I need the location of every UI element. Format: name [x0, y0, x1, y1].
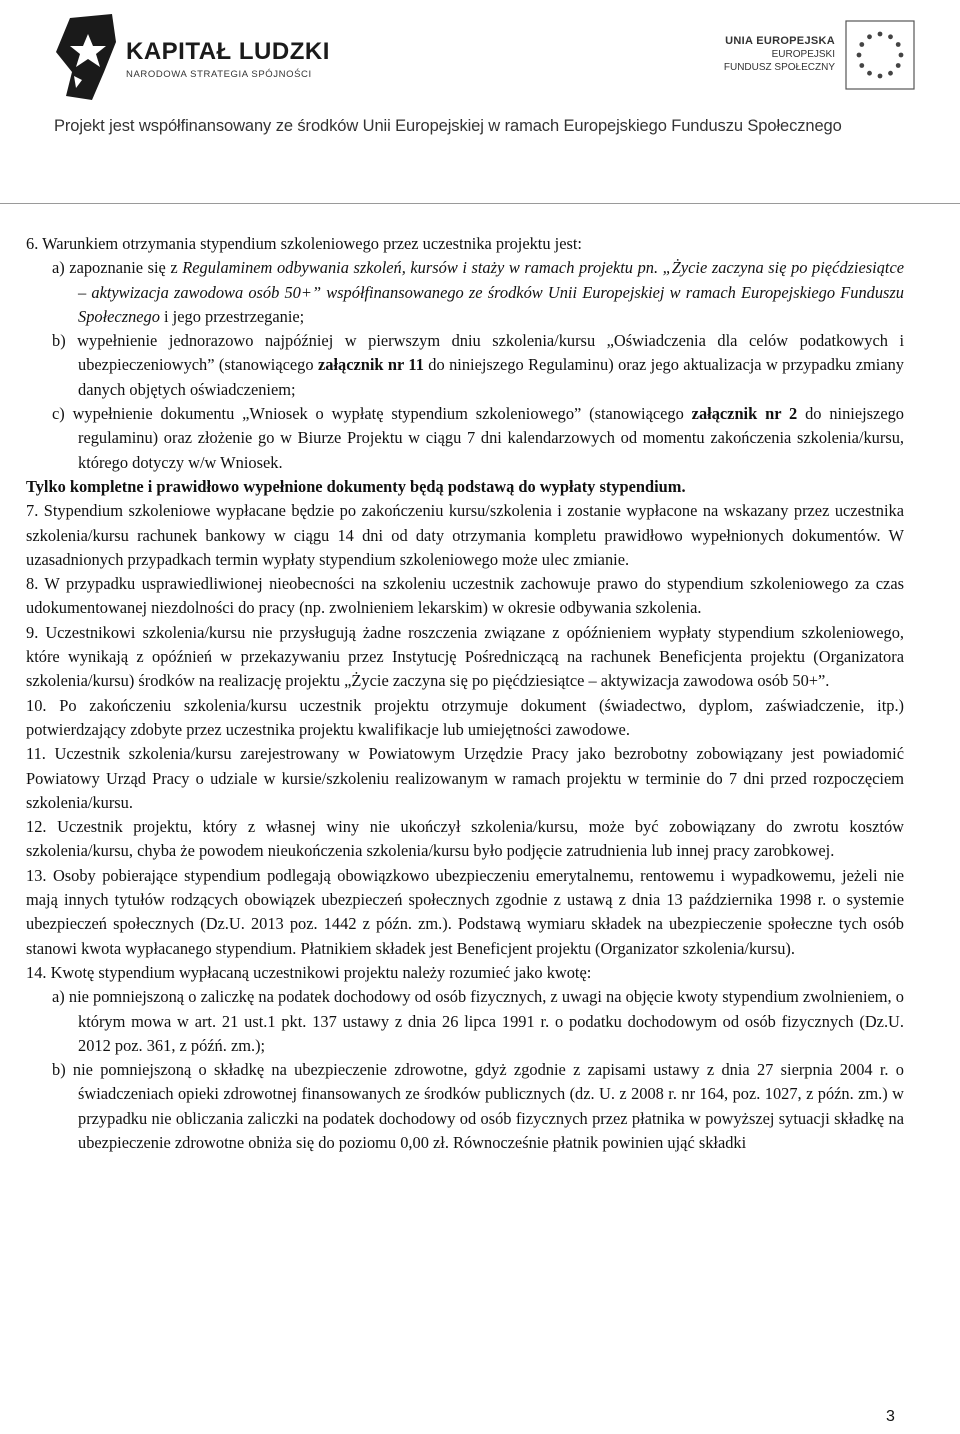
- item-c-suffix: do niniejszego regulaminu) oraz złożenie go w Biurze Projektu w ciągu 7 dni kalendarzowych od momentu zakończenia szkolenia/kursu, którego dotyczy w/w Wniosek.: [78, 404, 904, 472]
- section-7: 7. Stypendium szkoleniowe wypłacane będzie po zakończeniu kursu/szkolenia i zostanie wypłacone na wskazany przez uczestnika szkolenia/kursu rachunek bankowy w ciągu 14 dni od daty otrzymania kompletu prawidłowo wypełnionych dokumentów. W uzasadnionych przypadkach termin wypłaty stypendium szkoleniowego może ulec zmianie.: [26, 501, 904, 569]
- kapital-ludzki-logo: [52, 12, 330, 102]
- attachment-11-ref: załącznik nr 11: [317, 355, 424, 375]
- funding-tagline: Projekt jest współfinansowany ze środków Unii Europejskiej w ramach Europejskiego Funduszu Społecznego: [54, 117, 842, 135]
- section-14-item-a: a) nie pomniejszoną o zaliczkę na podatek dochodowy od osób fizycznych, z uwagi na objęcie kwoty stypendium zwolnieniem, o którym mowa w art. 21 ust.1 pkt. 137 ustawy z dnia 26 lipca 1991 r. o podatku dochodowym od osób fizycznych (Dz.U. 2012 poz. 361, z późń. zm.);: [52, 987, 904, 1055]
- item-a-suffix: i jego przestrzeganie;: [159, 306, 305, 326]
- eu-line-2: EUROPEJSKI: [771, 49, 835, 60]
- section-6-item-c: [52, 402, 904, 475]
- item-c-prefix: c) wypełnienie dokumentu „Wniosek o wypłatę stypendium szkoleniowego” (stanowiącego: [52, 404, 692, 424]
- section-10: 10. Po zakończeniu szkolenia/kursu uczestnik projektu otrzymuje dokument (świadectwo, dyplom, zaświadczenie, itp.) potwierdzający zdobyte przez uczestnika projektu kwalifikacje lub umiejętności zawodowe.: [26, 695, 904, 739]
- section-12: 12. Uczestnik projektu, który z własnej winy nie ukończył szkolenia/kursu, może być zobowiązany do zwrotu kosztów szkolenia/kursu, chyba że powodem nieukończenia szkolenia/kursu było podjęcie zatrudnienia lub innej pracy zarobkowej.: [26, 817, 904, 861]
- header-divider: [0, 203, 960, 204]
- section-14-item-b: b) nie pomniejszoną o składkę na ubezpieczenie zdrowotne, gdyż zgodnie z zapisami ustawy z dnia 27 sierpnia 2004 r. o świadczeniach opieki zdrowotnej finansowanych ze środków publicznych (dz. U. z 2008 r. nr 164, poz. 1027, z późn. zm.) w przypadku nie obliczania zaliczki na podatek dochodowy od osób fizycznych przez płatnika w powyższej sytuacji składkę na ubezpieczenie zdrowotne obniża się do poziomu 0,00 zł. Równocześnie płatnik powinien ująć składki: [52, 1060, 904, 1152]
- item-b-suffix: do niniejszego Regulaminu) oraz jego aktualizacja w przypadku zmiany danych objętych oświadczeniem;: [78, 355, 904, 399]
- section-6-intro: 6. Warunkiem otrzymania stypendium szkoleniowego przez uczestnika projektu jest:: [26, 234, 582, 253]
- section-11: 11. Uczestnik szkolenia/kursu zarejestrowany w Powiatowym Urzędzie Pracy jako bezrobotny zobowiązany jest powiadomić Powiatowy Urząd Pracy o udziale w kursie/szkoleniu realizowanym w ramach projektu w terminie do 7 dni przed rozpoczęciem szkolenia/kursu.: [26, 744, 904, 812]
- regulamin-title: Regulaminem odbywania szkoleń, kursów i staży w ramach projektu pn. „Życie zaczyna się po pięćdziesiątce – aktywizacja zawodowa osób 50+” współfinansowanego ze środków Unii Europejskiej w ramach Europejskiego Funduszu Społecznego: [78, 258, 904, 326]
- page-header: [0, 0, 960, 160]
- attachment-2-ref: załącznik nr 2: [691, 404, 798, 424]
- logo-title: KAPITAŁ LUDZKI: [126, 38, 330, 65]
- section-13: 13. Osoby pobierające stypendium podlegają obowiązkowo ubezpieczeniu emerytalnemu, rentowemu i wypadkowemu, jeżeli nie mają innych tytułów rodzących obowiązek ubezpieczeń społecznych zgodnie z ustawą z dnia 13 października 1998 r. o systemie ubezpieczeń społecznych (Dz.U. 2013 poz. 1442 z późn. zm.). Podstawą wymiaru składek na ubezpieczenie społeczne tych osób stanowi kwota wypłacanego stypendium. Płatnikiem składek jest Beneficjent projektu (Organizator szkolenia/kursu).: [26, 865, 904, 958]
- document-body: [26, 232, 904, 1155]
- section-8: 8. W przypadku usprawiedliwionej nieobecności na szkoleniu uczestnik zachowuje prawo do stypendium szkoleniowego za czas udokumentowanej niezdolności do pracy (np. zwolnieniem lekarskim) w okresie odbywania szkolenia.: [26, 574, 904, 618]
- section-6-item-a: [52, 256, 904, 329]
- logo-subtitle: NARODOWA STRATEGIA SPÓJNOŚCI: [126, 69, 312, 80]
- eu-logo-text: [724, 34, 835, 74]
- eu-flag-icon: [845, 20, 915, 90]
- section-14-intro: 14. Kwotę stypendium wypłacaną uczestnikowi projektu należy rozumieć jako kwotę:: [26, 962, 592, 982]
- eu-line-1: UNIA EUROPEJSKA: [725, 35, 835, 47]
- section-6-bold-note: Tylko kompletne i prawidłowo wypełnione dokumenty będą podstawą do wypłaty stypendium.: [26, 476, 686, 496]
- page-number: 3: [886, 1408, 895, 1425]
- item-a-prefix: a) zapoznanie się z: [52, 258, 183, 278]
- section-9: 9. Uczestnikowi szkolenia/kursu nie przysługują żadne roszczenia związane z opóźnieniem wypłaty stypendium szkoleniowego, które wynikają z opóźnień w przekazywaniu przez Instytucję Pośredniczącą na rachunek Beneficjenta projektu (Organizatora szkolenia/kursu) środków na realizację projektu „Życie zaczyna się po pięćdziesiątce – aktywizacja zawodowa osób 50+”.: [26, 622, 904, 691]
- eu-logo: [700, 14, 915, 98]
- item-b-prefix: b) wypełnienie jednorazowo najpóźniej w pierwszym dniu szkolenia/kursu „Oświadczenia dla celów podatkowych i ubezpieczeniowych” (stanowiącego: [52, 331, 904, 375]
- kapital-ludzki-emblem-icon: [52, 12, 122, 102]
- eu-line-3: FUNDUSZ SPOŁECZNY: [723, 62, 835, 73]
- section-6-item-b: [52, 329, 904, 402]
